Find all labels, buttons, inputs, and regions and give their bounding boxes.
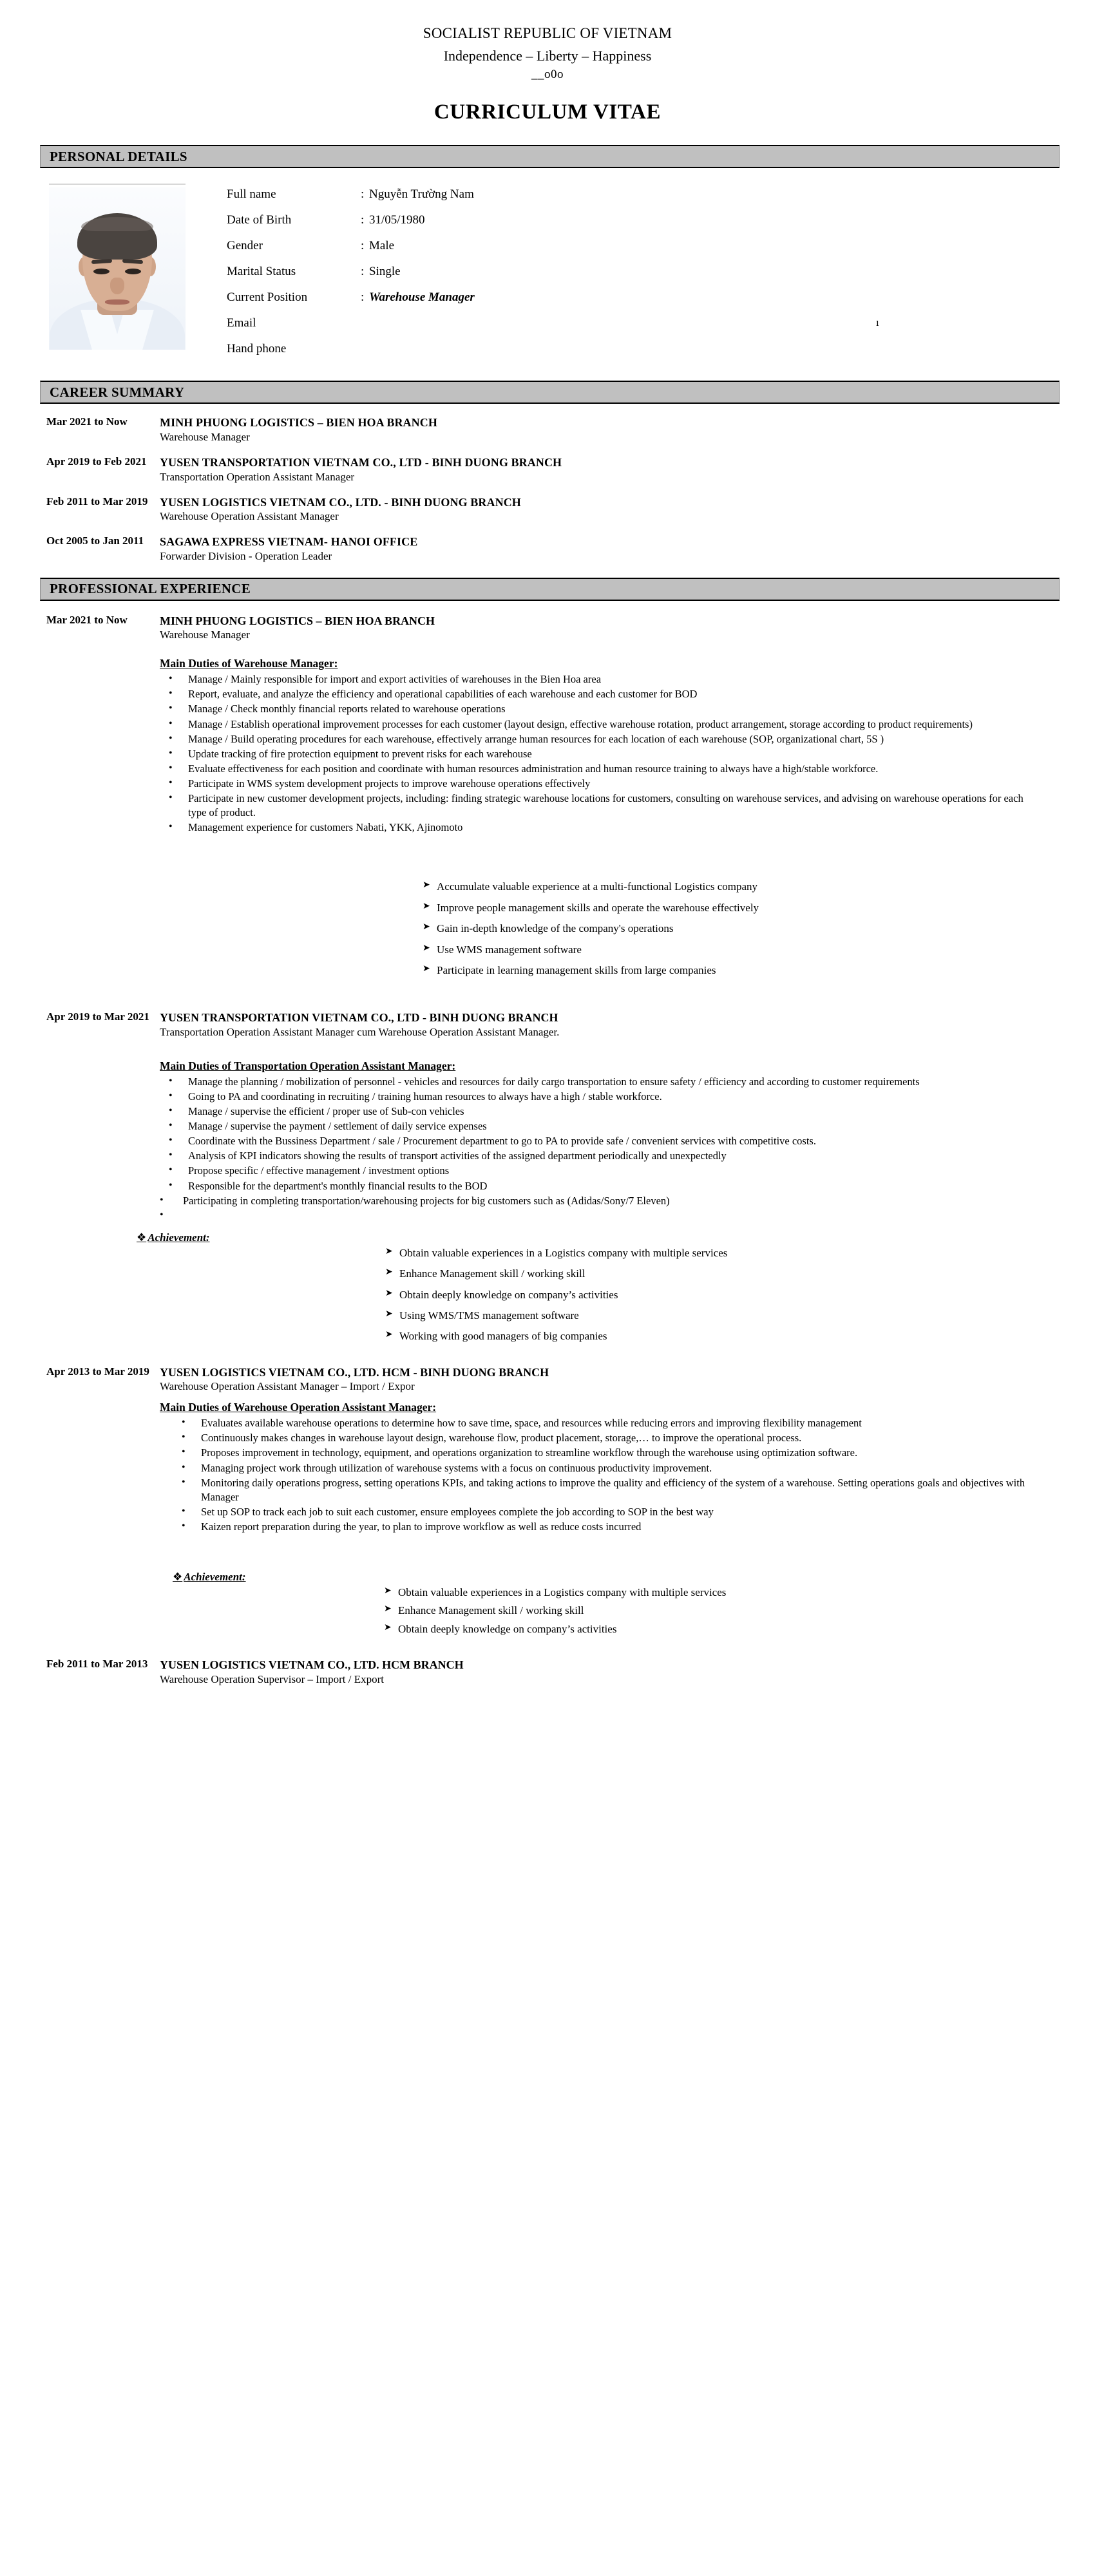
ornament-line: __o0o [531, 67, 564, 81]
achievements-block [423, 880, 1037, 977]
duty-item: • Responsible for the department's monthly financial results to the BOD [160, 1179, 1037, 1193]
achievements-heading-label: Achievement: [148, 1231, 210, 1244]
duty-item: • Manage the planning / mobilization of personnel - vehicles and resources for daily cargo transportation to ensure safety / efficiency and according to customer requirements [160, 1075, 1037, 1089]
duty-item: • Managing project work through utilization of warehouse systems with a focus on continuous productivity improvement. [160, 1461, 1037, 1475]
field-value: Nguyễn Trường Nam [369, 187, 474, 202]
career-company: YUSEN LOGISTICS VIETNAM CO., LTD. - BINH DUONG BRANCH [160, 495, 521, 509]
field-email [227, 316, 1095, 342]
field-label: Full name [227, 187, 276, 202]
career-company: SAGAWA EXPRESS VIETNAM- HANOI OFFICE [160, 535, 418, 549]
page-title: CURRICULUM VITAE [433, 100, 662, 124]
career-role: Transportation Operation Assistant Manager [160, 470, 355, 483]
field-label: Hand phone [227, 342, 287, 356]
achievement-item: ➤ Enhance Management skill / working skill [385, 1267, 1037, 1280]
field-full-name [227, 187, 1095, 213]
duty-item: • Manage / Check monthly financial reports related to warehouse operations [160, 702, 1037, 716]
achievements-heading-label: Achievement: [184, 1571, 246, 1584]
career-body [160, 535, 1095, 564]
duty-item-empty [160, 1209, 1037, 1220]
career-role: Warehouse Operation Assistant Manager [160, 510, 339, 523]
achievement-item: ➤ Gain in-depth knowledge of the company's operations [423, 922, 1037, 935]
career-company: MINH PHUONG LOGISTICS – BIEN HOA BRANCH [160, 416, 437, 430]
achievements-block [385, 1247, 1037, 1343]
personal-details-body [0, 177, 1095, 368]
field-hand-phone [227, 342, 1095, 368]
duty-item: • Evaluates available warehouse operations to determine how to save time, space, and resources while reducing errors and improving flexibility management [160, 1416, 1037, 1430]
duty-item: • Manage / supervise the efficient / proper use of Sub-con vehicles [160, 1104, 1037, 1119]
achievements-heading-wrap [137, 1221, 1037, 1244]
field-current-position [227, 290, 1095, 316]
photo-top-rule [49, 184, 186, 185]
career-body [160, 455, 1095, 484]
experience-role: Warehouse Operation Supervisor – Import / Export [160, 1672, 384, 1685]
field-label: Date of Birth [227, 213, 292, 227]
duty-item: • Set up SOP to track each job to suit each customer, ensure employees complete the job according to SOP in the best way [160, 1505, 1037, 1519]
redaction-mark: ı [876, 316, 879, 329]
duty-item: • Report, evaluate, and analyze the efficiency and operational capabilities of each warehouse and each customer for BOD [160, 687, 1037, 701]
duties-heading: Main Duties of Warehouse Operation Assistant Manager: [160, 1401, 437, 1414]
achievement-item: ➤ Obtain deeply knowledge on company’s activities [384, 1623, 1037, 1636]
section-header-career-summary [40, 381, 1060, 404]
experience-body [160, 614, 1095, 985]
career-item [0, 535, 1095, 564]
career-role: Forwarder Division - Operation Leader [160, 549, 332, 562]
experience-body [160, 1365, 1095, 1641]
field-value: 31/05/1980 [369, 213, 425, 227]
field-gender [227, 239, 1095, 265]
experience-entry [0, 1365, 1095, 1641]
experience-company: YUSEN TRANSPORTATION VIETNAM CO., LTD - BINH DUONG BRANCH [160, 1011, 558, 1025]
experience-role: Transportation Operation Assistant Manager cum Warehouse Operation Assistant Manager. [160, 1025, 560, 1038]
achievement-item: ➤ Participate in learning management skills from large companies [423, 964, 1037, 977]
achievement-item: ➤ Obtain valuable experiences in a Logistics company with multiple services [384, 1586, 1037, 1599]
avatar [49, 187, 186, 350]
career-item [0, 455, 1095, 484]
experience-date: Feb 2011 to Mar 2013 [46, 1658, 148, 1671]
experience-company: YUSEN LOGISTICS VIETNAM CO., LTD. HCM - BINH DUONG BRANCH [160, 1365, 549, 1379]
duty-item: • Manage / supervise the payment / settlement of daily service expenses [160, 1119, 1037, 1133]
spacer [160, 1535, 1037, 1560]
achievements-list [384, 1586, 1037, 1636]
section-title: CAREER SUMMARY [50, 384, 185, 400]
achievements-list [423, 880, 1037, 977]
duty-item-outdented: • Participating in completing transportation/warehousing projects for big customers such as (Adidas/Sony/7 Eleven) [160, 1194, 1037, 1208]
duty-item: • Going to PA and coordinating in recruiting / training human resources to always have a high / stable workforce. [160, 1090, 1037, 1104]
career-date: Mar 2021 to Now [46, 415, 128, 428]
field-separator: : [361, 187, 365, 202]
section-header-personal-details [40, 145, 1060, 168]
duty-item: • Update tracking of fire protection equipment to prevent risks for each warehouse [160, 747, 1037, 761]
career-body [160, 415, 1095, 444]
duties-heading: Main Duties of Transportation Operation Assistant Manager: [160, 1059, 456, 1072]
personal-fields [227, 177, 1095, 368]
experience-entry [0, 1010, 1095, 1350]
duty-item: • Manage / Build operating procedures for each warehouse, effectively arrange human resources for each location of each warehouse (SOP, organizational chart, 5S ) [160, 732, 1037, 746]
field-value: Single [369, 265, 401, 279]
field-separator: : [361, 265, 365, 279]
career-date: Apr 2019 to Feb 2021 [46, 455, 147, 468]
field-separator: : [361, 213, 365, 227]
experience-body [160, 1658, 1095, 1687]
section-header-professional-experience [40, 578, 1060, 601]
achievements-heading [137, 1231, 210, 1244]
section-title: PROFESSIONAL EXPERIENCE [50, 581, 251, 597]
experience-company: MINH PHUONG LOGISTICS – BIEN HOA BRANCH [160, 614, 435, 627]
experience-role: Warehouse Manager [160, 629, 250, 641]
document-header [0, 0, 1095, 82]
experience-body [137, 1010, 1095, 1350]
achievement-item: ➤ Working with good managers of big companies [385, 1330, 1037, 1343]
duty-item: • Propose specific / effective management / investment options [160, 1164, 1037, 1178]
career-item [0, 495, 1095, 524]
experience-company: YUSEN LOGISTICS VIETNAM CO., LTD. HCM BRANCH [160, 1658, 464, 1672]
experience-date: Mar 2021 to Now [46, 613, 128, 626]
duties-heading: Main Duties of Warehouse Manager: [160, 657, 338, 670]
career-company: YUSEN TRANSPORTATION VIETNAM CO., LTD - BINH DUONG BRANCH [160, 456, 562, 469]
spacer [160, 835, 1037, 878]
achievements-heading [173, 1571, 246, 1584]
field-label: Gender [227, 239, 263, 253]
field-marital-status [227, 265, 1095, 290]
field-date-of-birth [227, 213, 1095, 239]
experience-date: Apr 2019 to Mar 2021 [46, 1010, 149, 1023]
diamond-bullet-icon: ❖ [137, 1231, 147, 1244]
duty-item: • Monitoring daily operations progress, setting operations KPIs, and taking actions to improve the quality and efficiency of the system of a warehouse. Setting operations goals and objectives with Manager [160, 1476, 1037, 1504]
experience-entry [0, 1658, 1095, 1687]
career-item [0, 415, 1095, 444]
achievements-block [384, 1586, 1037, 1636]
duty-item: • Evaluate effectiveness for each position and coordinate with human resources administration and human resource training to always have a high/stable workforce. [160, 762, 1037, 776]
career-role: Warehouse Manager [160, 430, 250, 443]
achievement-item: ➤ Use WMS management software [423, 943, 1037, 956]
duty-item: • Management experience for customers Nabati, YKK, Ajinomoto [160, 820, 1037, 835]
country-line: SOCIALIST REPUBLIC OF VIETNAM [423, 25, 672, 41]
achievement-item: ➤ Improve people management skills and operate the warehouse effectively [423, 902, 1037, 914]
experience-entry [0, 614, 1095, 985]
duties-list [160, 1075, 1037, 1220]
field-separator: : [361, 290, 365, 305]
duty-item: • Coordinate with the Bussiness Department / sale / Procurement department to go to PA to provide safe / convenient services with competitive costs. [160, 1134, 1037, 1148]
achievement-item: ➤ Accumulate valuable experience at a multi-functional Logistics company [423, 880, 1037, 893]
section-title: PERSONAL DETAILS [50, 148, 187, 164]
field-label: Current Position [227, 290, 308, 305]
achievement-item: ➤ Obtain deeply knowledge on company’s activities [385, 1289, 1037, 1302]
achievement-item: ➤ Obtain valuable experiences in a Logistics company with multiple services [385, 1247, 1037, 1260]
field-value: Male [369, 239, 395, 253]
duty-item: • Participate in new customer development projects, including: finding strategic warehouse locations for customers, consulting on warehouse services, and advising on warehouse operations for each type of product. [160, 791, 1037, 820]
field-separator: : [361, 239, 365, 253]
duty-item: • Manage / Establish operational improvement processes for each customer (layout design, effective warehouse rotation, product arrangement, storage according to product requirements) [160, 717, 1037, 732]
duty-item: • Manage / Mainly responsible for import and export activities of warehouses in the Bien Hoa area [160, 672, 1037, 687]
duties-list [160, 1416, 1037, 1534]
achievements-list [385, 1247, 1037, 1343]
duties-list [160, 672, 1037, 835]
duty-item: • Kaizen report preparation during the year, to plan to improve workflow as well as reduce costs incurred [160, 1520, 1037, 1534]
experience-date: Apr 2013 to Mar 2019 [46, 1365, 149, 1378]
achievements-heading-wrap [173, 1560, 1037, 1584]
duty-item: • Participate in WMS system development projects to improve warehouse operations effectively [160, 777, 1037, 791]
duty-item: • Proposes improvement in technology, equipment, and operations organization to streamline workflow through the warehouse using optimization software. [160, 1446, 1037, 1460]
field-value: Warehouse Manager [369, 290, 475, 305]
achievement-item: ➤ Using WMS/TMS management software [385, 1309, 1037, 1322]
achievement-item: ➤ Enhance Management skill / working skill [384, 1604, 1037, 1617]
field-label: Marital Status [227, 265, 296, 279]
career-summary-list [0, 415, 1095, 563]
career-body [160, 495, 1095, 524]
photo-column [40, 177, 227, 368]
duty-item: • Continuously makes changes in warehouse layout design, warehouse flow, product placement, storage,… to improve the operational process. [160, 1431, 1037, 1445]
career-date: Oct 2005 to Jan 2011 [46, 535, 144, 547]
field-label: Email [227, 316, 256, 330]
motto-line: Independence – Liberty – Happiness [443, 47, 652, 64]
career-date: Feb 2011 to Mar 2019 [46, 495, 148, 507]
experience-role: Warehouse Operation Assistant Manager – Import / Expor [160, 1380, 415, 1393]
diamond-bullet-icon: ❖ [173, 1571, 183, 1584]
duty-item: • Analysis of KPI indicators showing the results of transport activities of the assigned department periodically and unexpectedly [160, 1149, 1037, 1163]
